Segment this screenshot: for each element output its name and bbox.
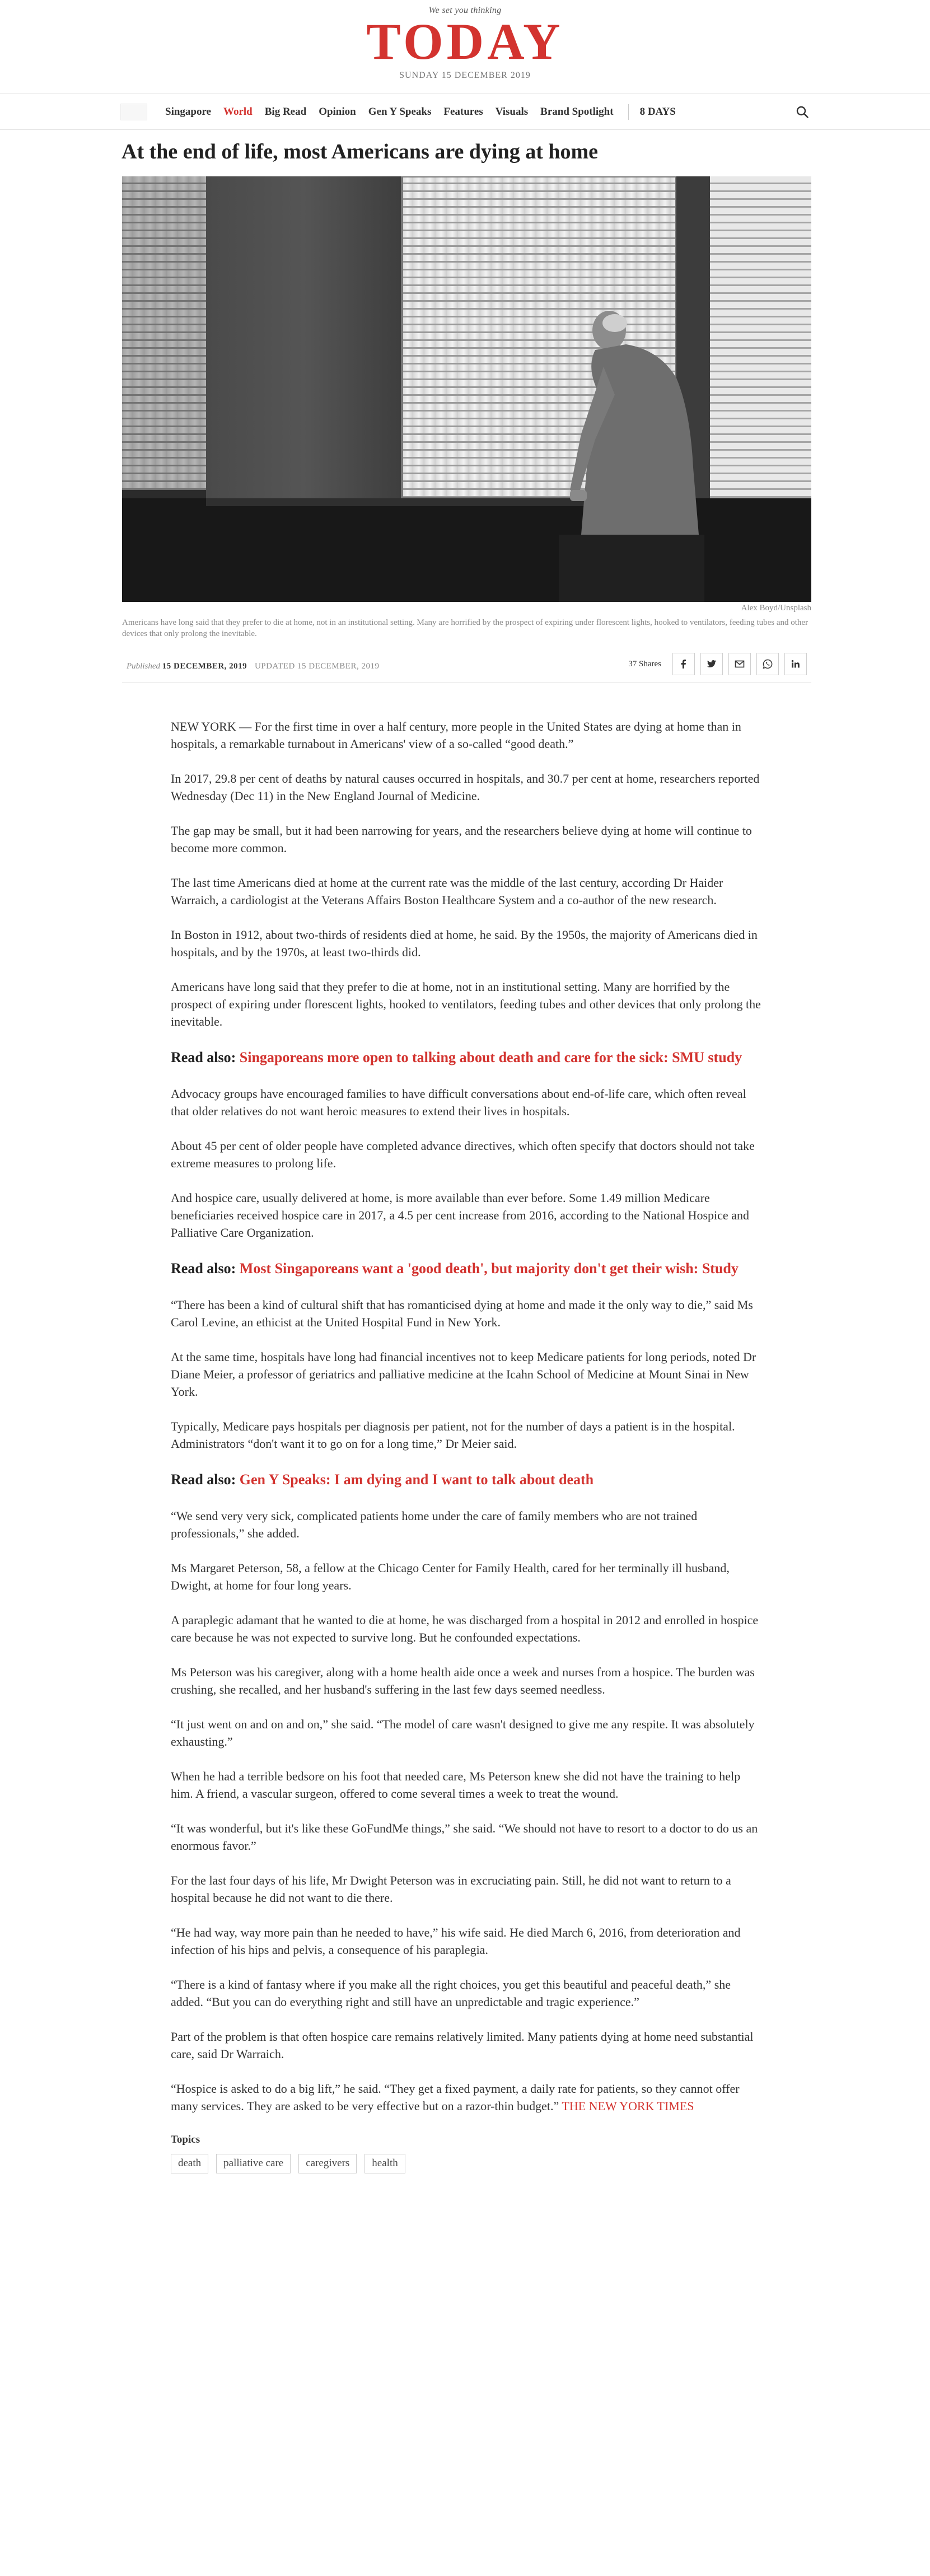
paragraph: “There is a kind of fantasy where if you make all the right choices, you get this beautiful and peaceful death,” she added. “But you can do everything right and still have an unpredictable and tragic experience.” [171,1977,731,2009]
article-meta [122,652,811,683]
twitter-icon[interactable] [700,653,723,675]
read-also-block [171,1259,764,1279]
paragraph: Ms Margaret Peterson, 58, a fellow at the Chicago Center for Family Health, cared for her terminally ill husband, Dwight, at home for four long years. [171,1561,730,1592]
published-label: Published [127,662,160,671]
paragraph: Ms Peterson was his caregiver, along with a home health aide once a week and nurses from a hospice. The burden was crushing, she recalled, and her husband's suffering in the last few days seemed needless. [171,1665,755,1696]
paragraph: Americans have long said that they prefer to die at home, not in an institutional setting. Many are horrified by the prospect of expiring under florescent lights, hooked to ventilators, feeding tubes and other devices that only prolong the inevitable. [171,980,761,1028]
published-date: 15 DECEMBER, 2019 [162,662,247,671]
read-also-label: Read also: [171,1260,236,1277]
photo-caption: Americans have long said that they prefer to die at home, not in an institutional setting. Many are horrified by the prospect of expiring under florescent lights, hooked to ventilators, feeding tubes and other devices that only prolong the inevitable. [122,618,809,638]
read-also-link[interactable]: Singaporeans more open to talking about death and care for the sick: SMU study [239,1049,742,1065]
nav-item-opinion[interactable]: Opinion [319,106,356,118]
nav-item-brand-spotlight[interactable]: Brand Spotlight [540,106,614,118]
paragraph: “We send very very sick, complicated patients home under the care of family members who are not trained professionals,” she added. [171,1509,698,1540]
paragraph: When he had a terrible bedsore on his foot that needed care, Ms Peterson knew she did not have the training to help him. A friend, a vascular surgeon, offered to come several times a week to treat the wound. [171,1769,741,1801]
article-body [171,718,764,2173]
paragraph: Typically, Medicare pays hospitals per diagnosis per patient, not for the number of days a patient is in the hospital. Administrators “don't want it to go on for a long time,” Dr Meier said. [171,1419,735,1451]
source-credit: THE NEW YORK TIMES [562,2099,694,2113]
search-icon[interactable] [796,105,809,119]
main-nav [0,94,930,130]
paragraph: At the same time, hospitals have long had financial incentives not to keep Medicare patients for long periods, noted Dr Diane Meier, a professor of geriatrics and palliative medicine at the Icahn School of Medicine at Mount Sinai in New York. [171,1350,756,1399]
topics-title: Topics [171,2134,200,2145]
hero-image [122,176,811,602]
nav-item-world[interactable]: World [223,106,253,118]
paragraph: NEW YORK — For the first time in over a half century, more people in the United States are dying at home than in hospitals, a remarkable turnabout in Americans' view of a so-called “good death.” [171,719,741,751]
paragraph: About 45 per cent of older people have completed advance directives, which often specify that doctors should not take extreme measures to prolong life. [171,1139,755,1170]
paragraph: In 2017, 29.8 per cent of deaths by natural causes occurred in hospitals, and 30.7 per cent at home, researchers reported Wednesday (Dec 11) in the New England Journal of Medicine. [171,772,760,803]
nav-item-gen-y-speaks[interactable]: Gen Y Speaks [368,106,432,118]
topic-tags [171,2154,764,2173]
masthead [0,0,930,94]
linkedin-icon[interactable] [784,653,807,675]
topic-tag-death[interactable]: death [171,2154,208,2173]
paragraph: The gap may be small, but it had been narrowing for years, and the researchers believe dying at home will continue to become more common. [171,824,752,855]
read-also-label: Read also: [171,1471,236,1488]
share-count: 37 Shares [628,659,661,668]
article-headline: At the end of life, most Americans are dying at home [121,140,599,163]
paragraph: Part of the problem is that often hospice care remains relatively limited. Many patients dying at home need substantial care, said Dr Warraich. [171,2030,754,2061]
nav-item-big-read[interactable]: Big Read [264,106,307,118]
read-also-link[interactable]: Gen Y Speaks: I am dying and I want to talk about death [239,1471,594,1488]
nav-divider [628,104,629,120]
publish-info [127,662,379,671]
site-logo[interactable]: TODAY [366,13,564,70]
nav-item-visuals[interactable]: Visuals [495,106,529,118]
paragraph: “There has been a kind of cultural shift that has romanticised dying at home and made it the only way to die,” said Ms Carol Levine, an ethicist at the United Hospital Fund in New York. [171,1298,753,1329]
topic-tag-health[interactable]: health [364,2154,405,2173]
read-also-label: Read also: [171,1049,236,1065]
paragraph: And hospice care, usually delivered at home, is more available than ever before. Some 1.49 million Medicare beneficiaries received hospice care in 2017, a 4.5 per cent increase from 2016, according to the National Hospice and Palliative Care Organization. [171,1191,749,1240]
issue-date: SUNDAY 15 DECEMBER 2019 [399,71,531,80]
updated-date: UPDATED 15 DECEMBER, 2019 [254,662,380,671]
whatsapp-icon[interactable] [756,653,779,675]
paragraph: The last time Americans died at home at the current rate was the middle of the last century, according Dr Haider Warraich, a cardiologist at the Veterans Affairs Boston Healthcare System and a co-author of the new research. [171,876,723,907]
paragraph: A paraplegic adamant that he wanted to die at home, he was discharged from a hospital in 2012 and enrolled in hospice care because he was not expected to survive long. But he confounded expectations. [171,1613,759,1644]
read-also-block [171,1048,764,1068]
paragraph: “He had way, way more pain than he needed to have,” his wife said. He died March 6, 2016, from deterioration and infection of his hips and pelvis, a consequence of his paraplegia. [171,1925,741,1957]
share-bar [628,653,807,675]
topic-tag-caregivers[interactable]: caregivers [298,2154,357,2173]
nav-item-features[interactable]: Features [443,106,483,118]
email-icon[interactable] [728,653,751,675]
topic-tag-palliative-care[interactable]: palliative care [216,2154,291,2173]
paragraph: “It just went on and on and on,” she said. “The model of care wasn't designed to give me any respite. It was absolutely exhausting.” [171,1717,755,1748]
paragraph: “It was wonderful, but it's like these GoFundMe things,” she said. “We should not have to resort to a doctor to do us an enormous favor.” [171,1821,758,1853]
paragraph-final [171,2080,764,2115]
topics-section [171,2134,764,2173]
nav-item-8-days[interactable]: 8 DAYS [639,106,676,118]
nav-item-singapore[interactable]: Singapore [165,106,212,118]
home-icon[interactable] [120,104,147,120]
paragraph: In Boston in 1912, about two-thirds of residents died at home, he said. By the 1950s, the majority of Americans died in hospitals, and by the 1970s, at least two-thirds did. [171,928,758,959]
photo-credit: Alex Boyd/Unsplash [741,604,811,613]
paragraph-final-text: “Hospice is asked to do a big lift,” he said. “They get a fixed payment, a daily rate for patients, so they cannot offer many services. They are asked to be very effective but on a razor-thin budget.” [171,2082,740,2113]
paragraph: Advocacy groups have encouraged families to have difficult conversations about end-of-life care, which often reveal that older relatives do not want heroic measures to extend their lives in hospitals. [171,1087,746,1118]
facebook-icon[interactable] [672,653,695,675]
read-also-link[interactable]: Most Singaporeans want a 'good death', but majority don't get their wish: Study [239,1260,739,1277]
tagline: We set you thinking [428,6,502,15]
read-also-block [171,1470,764,1490]
paragraph: For the last four days of his life, Mr Dwight Peterson was in excruciating pain. Still, he did not want to return to a hospital because he did not want to die there. [171,1873,731,1905]
